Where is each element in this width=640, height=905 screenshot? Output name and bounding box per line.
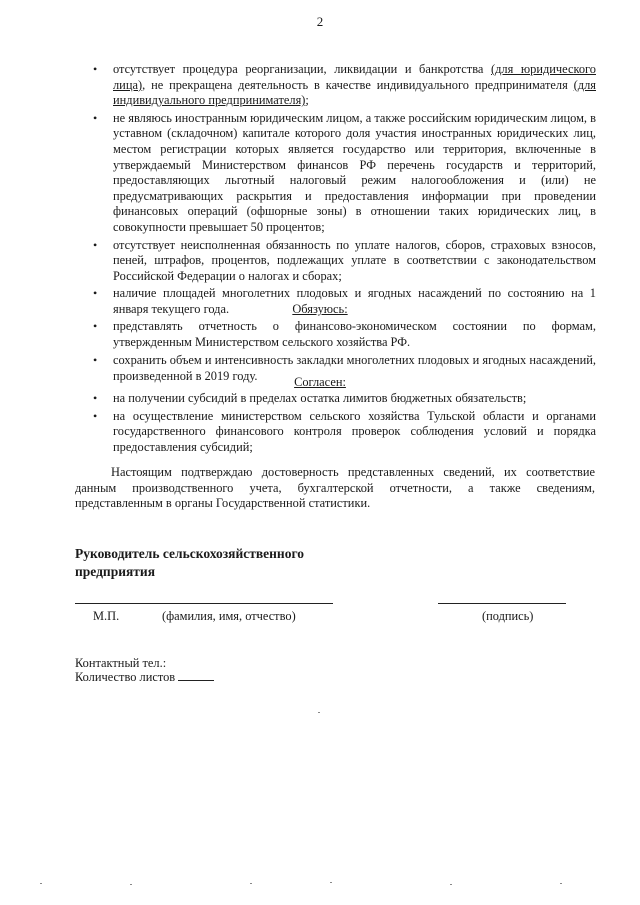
signatory-title-line2: предприятия xyxy=(75,564,156,579)
bullet-icon: • xyxy=(93,319,98,333)
scan-speck xyxy=(130,884,132,885)
list-item xyxy=(0,62,640,109)
bullet-icon: • xyxy=(93,237,98,252)
list-item xyxy=(0,391,640,407)
item-text: отсутствует процедура реорганизации, ликвидации и банкротства xyxy=(113,62,491,76)
seal-label: М.П. xyxy=(93,609,120,623)
sheets-count-row xyxy=(75,670,214,685)
scan-speck xyxy=(40,883,42,884)
signature-line xyxy=(438,603,566,604)
list-item xyxy=(0,238,640,285)
bullet-icon: • xyxy=(93,110,98,125)
signatory-title xyxy=(75,545,304,581)
item-text: отсутствует неисполненная обязанность по уплате налогов, сборов, страховых взносов, пеней, штрафов, процентов, подлежащих уплате в соответствии с законодательством Российской Федерации о налогах и сборах; xyxy=(113,237,596,283)
confirmation-paragraph: Настоящим подтверждаю достоверность представленных сведений, их соответствие данным производственного учета, бухгалтерской отчетности, а также сведениям, представленным в органы Государственной статистики. xyxy=(75,465,595,511)
item-text: на осуществление министерством сельского хозяйства Тульской области и органами государственного финансового контроля проверок соблюдения условий и порядка предоставления субсидий; xyxy=(113,408,596,454)
bullet-icon: • xyxy=(93,391,98,405)
heading-obligate: Обязуюсь: xyxy=(292,302,348,316)
sheets-count-blank xyxy=(178,670,214,681)
item-text: не являюсь иностранным юридическим лицом, а также российским юридическим лицом, в уставном (складочном) капитале которого доля участия иностранных юридических лиц, местом регистрации которых является государство или территория, включенные в утверждаемый Министерством финансов РФ перечень государств и территорий, предоставляющих льготный налоговый режим налогообложения и (или) не предусматривающих раскрытия и предоставления информации при проведении финансовых операций (офшорные зоны) в отношении таких юридических лиц, в совокупности превышает 50 процентов; xyxy=(113,110,596,234)
list-item xyxy=(0,111,640,236)
item-underlined-text: (для индивидуального предпринимателя) xyxy=(113,77,596,108)
signatory-title-line1: Руководитель сельскохозяйственного xyxy=(75,546,305,561)
item-text: , не прекращена деятельность в качестве индивидуального предпринимателя xyxy=(142,77,574,92)
scan-speck xyxy=(250,883,252,884)
sheets-count-label: Количество листов xyxy=(75,670,176,684)
item-underlined-text: (для юридического лица) xyxy=(113,62,596,92)
scan-speck xyxy=(560,883,562,884)
requirements-list xyxy=(0,62,640,318)
item-text: наличие площадей многолетних плодовых и ягодных насаждений по состоянию на 1 января текущего года. xyxy=(113,286,596,316)
consent-list xyxy=(0,391,640,455)
heading-agree: Согласен: xyxy=(294,375,346,389)
page-number: 2 xyxy=(316,14,324,29)
scan-speck xyxy=(450,884,452,885)
item-text: на получении субсидий в пределах остатка лимитов бюджетных обязательств; xyxy=(113,391,527,405)
bullet-icon: • xyxy=(93,408,98,423)
item-text: ; xyxy=(305,93,309,108)
list-item xyxy=(0,409,640,456)
bullet-icon: • xyxy=(93,62,98,76)
item-text: сохранить объем и интенсивность закладки многолетних плодовых и ягодных насаждений, произведенной в 2019 году. xyxy=(113,353,596,383)
scan-speck xyxy=(318,712,320,713)
item-text: представлять отчетность о финансово-экономическом состоянии по формам, утвержденным Министерством сельского хозяйства РФ. xyxy=(113,319,596,349)
signature-caption: (подпись) xyxy=(482,609,534,623)
name-signature-line xyxy=(75,603,333,604)
bullet-icon: • xyxy=(93,286,98,301)
contact-phone-label: Контактный тел.: xyxy=(75,656,167,670)
full-name-caption: (фамилия, имя, отчество) xyxy=(162,609,296,623)
bullet-icon: • xyxy=(93,353,98,368)
scan-speck xyxy=(330,882,332,883)
list-item xyxy=(0,319,640,350)
